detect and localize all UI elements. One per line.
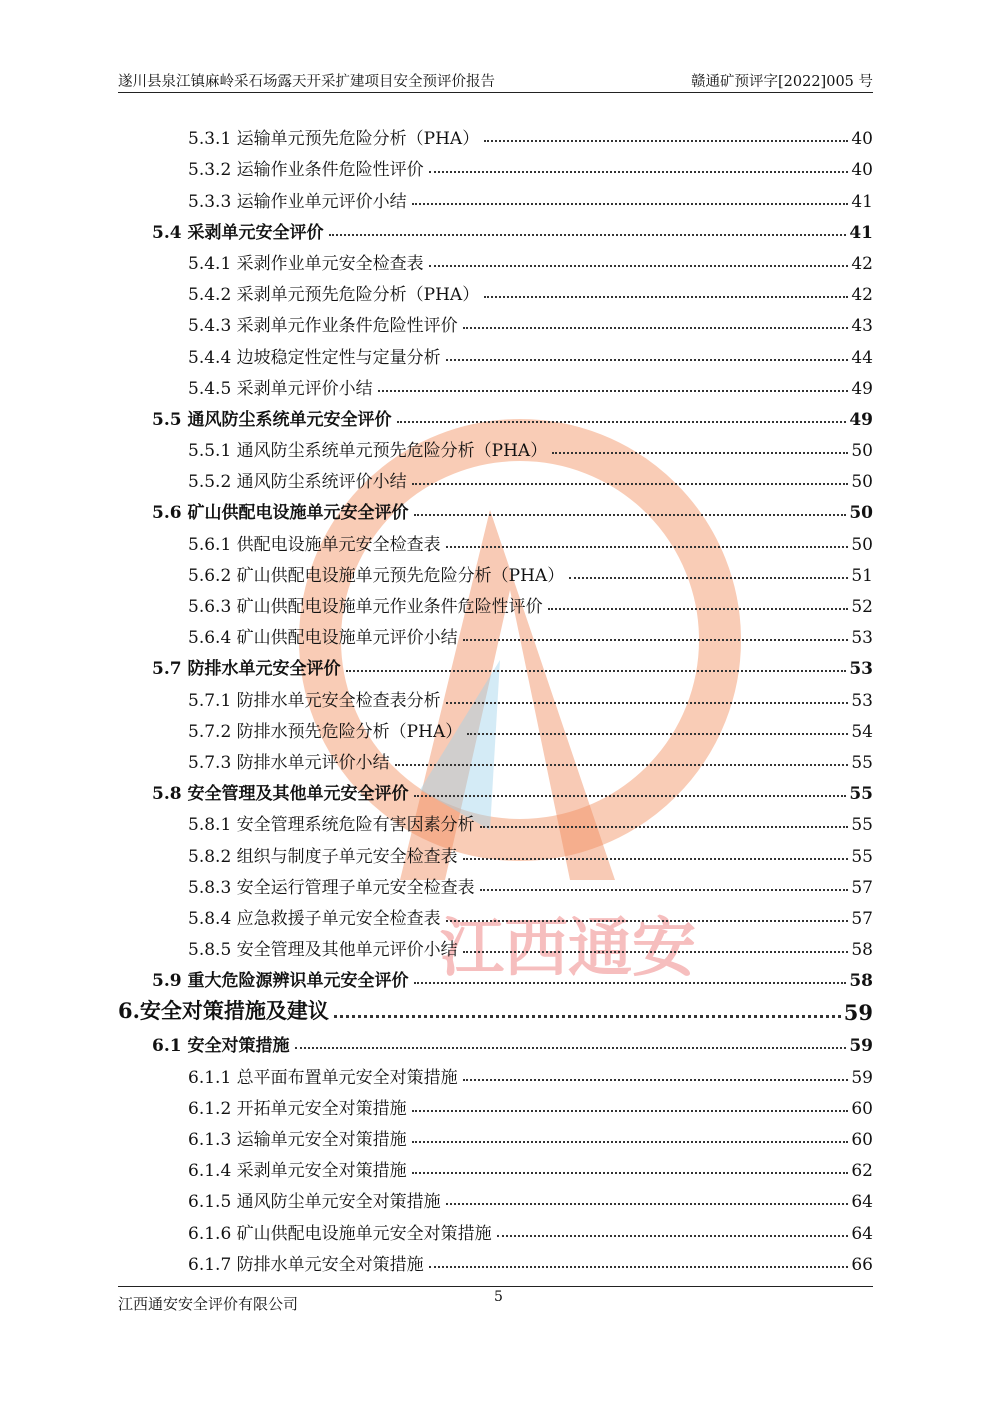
table-of-contents <box>118 118 873 1275</box>
toc-entry-page: 59 <box>849 1036 873 1057</box>
toc-leader-dots <box>467 733 848 735</box>
toc-entry-section[interactable] <box>118 648 873 679</box>
toc-entry-page: 54 <box>851 721 873 742</box>
toc-entry-label: 5.7.2 防排水预先危险分析（PHA） <box>188 721 463 742</box>
toc-entry-subsection[interactable] <box>118 867 873 898</box>
toc-entry-page: 50 <box>849 503 873 524</box>
toc-entry-label: 6.1 安全对策措施 <box>152 1036 290 1057</box>
toc-entry-label: 5.4.1 采剥作业单元安全检查表 <box>188 253 424 274</box>
toc-entry-page: 59 <box>843 1000 873 1026</box>
toc-entry-page: 50 <box>851 441 873 462</box>
toc-leader-dots <box>412 1172 849 1174</box>
toc-entry-label: 5.7.1 防排水单元安全检查表分析 <box>188 690 441 711</box>
toc-leader-dots <box>484 140 848 142</box>
toc-leader-dots <box>295 1047 847 1049</box>
toc-entry-page: 43 <box>851 316 873 337</box>
toc-entry-subsection[interactable] <box>118 617 873 648</box>
toc-leader-dots <box>414 514 847 516</box>
toc-entry-label: 5.8.5 安全管理及其他单元评价小结 <box>188 940 458 961</box>
toc-entry-page: 57 <box>851 908 873 929</box>
toc-entry-page: 55 <box>849 784 873 805</box>
toc-entry-label: 5.4.3 采剥单元作业条件危险性评价 <box>188 316 458 337</box>
footer-company: 江西通安安全评价有限公司 <box>118 1295 299 1313</box>
toc-entry-label: 5.7 防排水单元安全评价 <box>152 659 341 680</box>
toc-entry-subsection[interactable] <box>118 336 873 367</box>
toc-entry-subsection[interactable] <box>118 1150 873 1181</box>
toc-entry-label: 5.6.2 矿山供配电设施单元预先危险分析（PHA） <box>188 565 565 586</box>
toc-leader-dots <box>429 171 849 173</box>
toc-entry-subsection[interactable] <box>118 929 873 960</box>
toc-leader-dots <box>446 546 849 548</box>
toc-entry-section[interactable] <box>118 960 873 991</box>
toc-entry-label: 6.1.6 矿山供配电设施单元安全对策措施 <box>188 1223 492 1244</box>
toc-leader-dots <box>414 795 847 797</box>
toc-leader-dots <box>414 982 847 984</box>
toc-entry-subsection[interactable] <box>118 898 873 929</box>
toc-entry-section[interactable] <box>118 1025 873 1056</box>
page-footer <box>118 1286 873 1313</box>
report-title: 遂川县泉江镇麻岭采石场露天开采扩建项目安全预评价报告 <box>118 74 495 90</box>
toc-entry-page: 50 <box>851 472 873 493</box>
toc-leader-dots <box>446 920 849 922</box>
toc-entry-label: 5.8 安全管理及其他单元安全评价 <box>152 784 409 805</box>
toc-entry-page: 52 <box>851 597 873 617</box>
toc-entry-subsection[interactable] <box>118 243 873 274</box>
toc-entry-label: 5.3.2 运输作业条件危险性评价 <box>188 160 424 181</box>
toc-entry-label: 6.1.3 运输单元安全对策措施 <box>188 1130 407 1150</box>
toc-entry-label: 5.8.2 组织与制度子单元安全检查表 <box>188 846 458 867</box>
toc-entry-subsection[interactable] <box>118 711 873 742</box>
toc-entry-label: 5.6 矿山供配电设施单元安全评价 <box>152 503 409 524</box>
toc-entry-page: 59 <box>851 1067 873 1088</box>
toc-leader-dots <box>346 670 847 672</box>
toc-entry-label: 5.4.5 采剥单元评价小结 <box>188 378 373 399</box>
toc-entry-subsection[interactable] <box>118 1244 873 1275</box>
toc-entry-label: 5.3.1 运输单元预先危险分析（PHA） <box>188 129 480 150</box>
toc-entry-page: 53 <box>849 659 873 680</box>
toc-entry-label: 6.1.1 总平面布置单元安全对策措施 <box>188 1067 458 1088</box>
toc-entry-page: 41 <box>851 191 873 212</box>
toc-entry-page: 58 <box>851 940 873 961</box>
toc-entry-subsection[interactable] <box>118 804 873 835</box>
toc-entry-page: 62 <box>851 1161 873 1182</box>
toc-entry-page: 50 <box>851 534 873 555</box>
toc-entry-label: 6.1.5 通风防尘单元安全对策措施 <box>188 1192 441 1213</box>
toc-leader-dots <box>397 421 847 423</box>
toc-leader-dots <box>446 702 849 704</box>
toc-entry-label: 5.8.3 安全运行管理子单元安全检查表 <box>188 877 475 898</box>
toc-entry-subsection[interactable] <box>118 180 873 211</box>
toc-entry-subsection[interactable] <box>118 368 873 399</box>
toc-entry-page: 55 <box>851 752 873 773</box>
toc-leader-dots <box>395 764 849 766</box>
toc-entry-label: 5.9 重大危险源辨识单元安全评价 <box>152 971 409 992</box>
toc-entry-subsection[interactable] <box>118 1212 873 1243</box>
toc-entry-subsection[interactable] <box>118 679 873 710</box>
toc-leader-dots <box>329 234 847 236</box>
toc-entry-label: 6.1.2 开拓单元安全对策措施 <box>188 1098 407 1119</box>
toc-entry-subsection[interactable] <box>118 1119 873 1150</box>
toc-entry-page: 58 <box>849 971 873 992</box>
toc-entry-page: 55 <box>851 846 873 867</box>
toc-leader-dots <box>334 1015 841 1018</box>
toc-leader-dots <box>446 359 849 361</box>
toc-leader-dots <box>497 1235 849 1237</box>
toc-entry-subsection[interactable] <box>118 118 873 149</box>
toc-entry-page: 64 <box>851 1192 873 1213</box>
toc-entry-page: 40 <box>851 160 873 181</box>
toc-entry-section[interactable] <box>118 399 873 430</box>
toc-entry-label: 5.5.1 通风防尘系统单元预先危险分析（PHA） <box>188 441 548 462</box>
toc-entry-subsection[interactable] <box>118 149 873 180</box>
toc-entry-page: 49 <box>851 378 873 399</box>
toc-leader-dots <box>412 483 849 485</box>
toc-entry-page: 42 <box>851 285 873 306</box>
toc-leader-dots <box>463 1079 849 1081</box>
toc-entry-label: 5.4.2 采剥单元预先危险分析（PHA） <box>188 285 480 306</box>
toc-entry-subsection[interactable] <box>118 742 873 773</box>
toc-entry-label: 5.6.1 供配电设施单元安全检查表 <box>188 534 441 555</box>
toc-entry-page: 60 <box>851 1098 873 1119</box>
toc-entry-page: 64 <box>851 1223 873 1244</box>
toc-leader-dots <box>412 1110 849 1112</box>
toc-entry-label: 5.6.3 矿山供配电设施单元作业条件危险性评价 <box>188 597 543 617</box>
toc-entry-page: 41 <box>849 222 873 243</box>
toc-leader-dots <box>484 296 848 298</box>
toc-entry-page: 44 <box>851 347 873 368</box>
toc-entry-label: 5.4 采剥单元安全评价 <box>152 222 324 243</box>
toc-entry-subsection[interactable] <box>118 586 873 617</box>
toc-entry-page: 40 <box>851 129 873 150</box>
toc-entry-page: 60 <box>851 1130 873 1150</box>
toc-entry-page: 49 <box>849 409 873 430</box>
toc-entry-label: 5.7.3 防排水单元评价小结 <box>188 752 390 773</box>
document-number: 赣通矿预评字[2022]005 号 <box>691 74 873 90</box>
toc-entry-page: 51 <box>851 565 873 586</box>
toc-leader-dots <box>412 1141 849 1143</box>
toc-leader-dots <box>463 639 849 641</box>
page-number: 5 <box>494 1289 503 1305</box>
toc-leader-dots <box>429 265 849 267</box>
toc-entry-section[interactable] <box>118 773 873 804</box>
toc-entry-subsection[interactable] <box>118 430 873 461</box>
toc-entry-page: 66 <box>851 1254 873 1275</box>
toc-entry-page: 53 <box>851 628 873 649</box>
toc-entry-subsection[interactable] <box>118 1088 873 1119</box>
toc-leader-dots <box>463 327 849 329</box>
toc-leader-dots <box>429 1266 849 1268</box>
toc-entry-label: 5.5.2 通风防尘系统评价小结 <box>188 472 407 493</box>
toc-leader-dots <box>412 203 849 205</box>
toc-entry-page: 55 <box>851 815 873 836</box>
toc-entry-label: 5.5 通风防尘系统单元安全评价 <box>152 409 392 430</box>
toc-entry-subsection[interactable] <box>118 835 873 866</box>
toc-entry-label: 5.8.4 应急救援子单元安全检查表 <box>188 908 441 929</box>
toc-entry-section[interactable] <box>118 492 873 523</box>
toc-leader-dots <box>552 452 848 454</box>
toc-leader-dots <box>463 858 849 860</box>
toc-entry-page: 57 <box>851 877 873 898</box>
toc-entry-subsection[interactable] <box>118 555 873 586</box>
toc-leader-dots <box>569 577 848 579</box>
toc-entry-label: 5.4.4 边坡稳定性定性与定量分析 <box>188 347 441 368</box>
toc-entry-label: 5.3.3 运输作业单元评价小结 <box>188 191 407 212</box>
toc-leader-dots <box>480 889 849 891</box>
toc-entry-section[interactable] <box>118 212 873 243</box>
toc-entry-label: 5.8.1 安全管理系统危险有害因素分析 <box>188 815 475 836</box>
toc-entry-label: 6.1.7 防排水单元安全对策措施 <box>188 1254 424 1275</box>
toc-entry-label: 5.6.4 矿山供配电设施单元评价小结 <box>188 628 458 649</box>
toc-entry-subsection[interactable] <box>118 1056 873 1087</box>
watermark-stamp-text: 江西通安 <box>440 912 696 986</box>
toc-entry-subsection[interactable] <box>118 305 873 336</box>
toc-leader-dots <box>463 951 849 953</box>
toc-leader-dots <box>548 608 849 610</box>
toc-entry-chapter[interactable] <box>118 991 873 1025</box>
toc-leader-dots <box>446 1203 849 1205</box>
toc-leader-dots <box>480 826 849 828</box>
toc-entry-page: 53 <box>851 690 873 711</box>
toc-entry-page: 42 <box>851 253 873 274</box>
page-header <box>118 66 873 93</box>
toc-entry-subsection[interactable] <box>118 461 873 492</box>
toc-entry-label: 6.安全对策措施及建议 <box>118 998 329 1024</box>
toc-entry-subsection[interactable] <box>118 274 873 305</box>
toc-leader-dots <box>378 390 849 392</box>
toc-entry-subsection[interactable] <box>118 523 873 554</box>
toc-entry-label: 6.1.4 采剥单元安全对策措施 <box>188 1161 407 1182</box>
toc-entry-subsection[interactable] <box>118 1181 873 1212</box>
